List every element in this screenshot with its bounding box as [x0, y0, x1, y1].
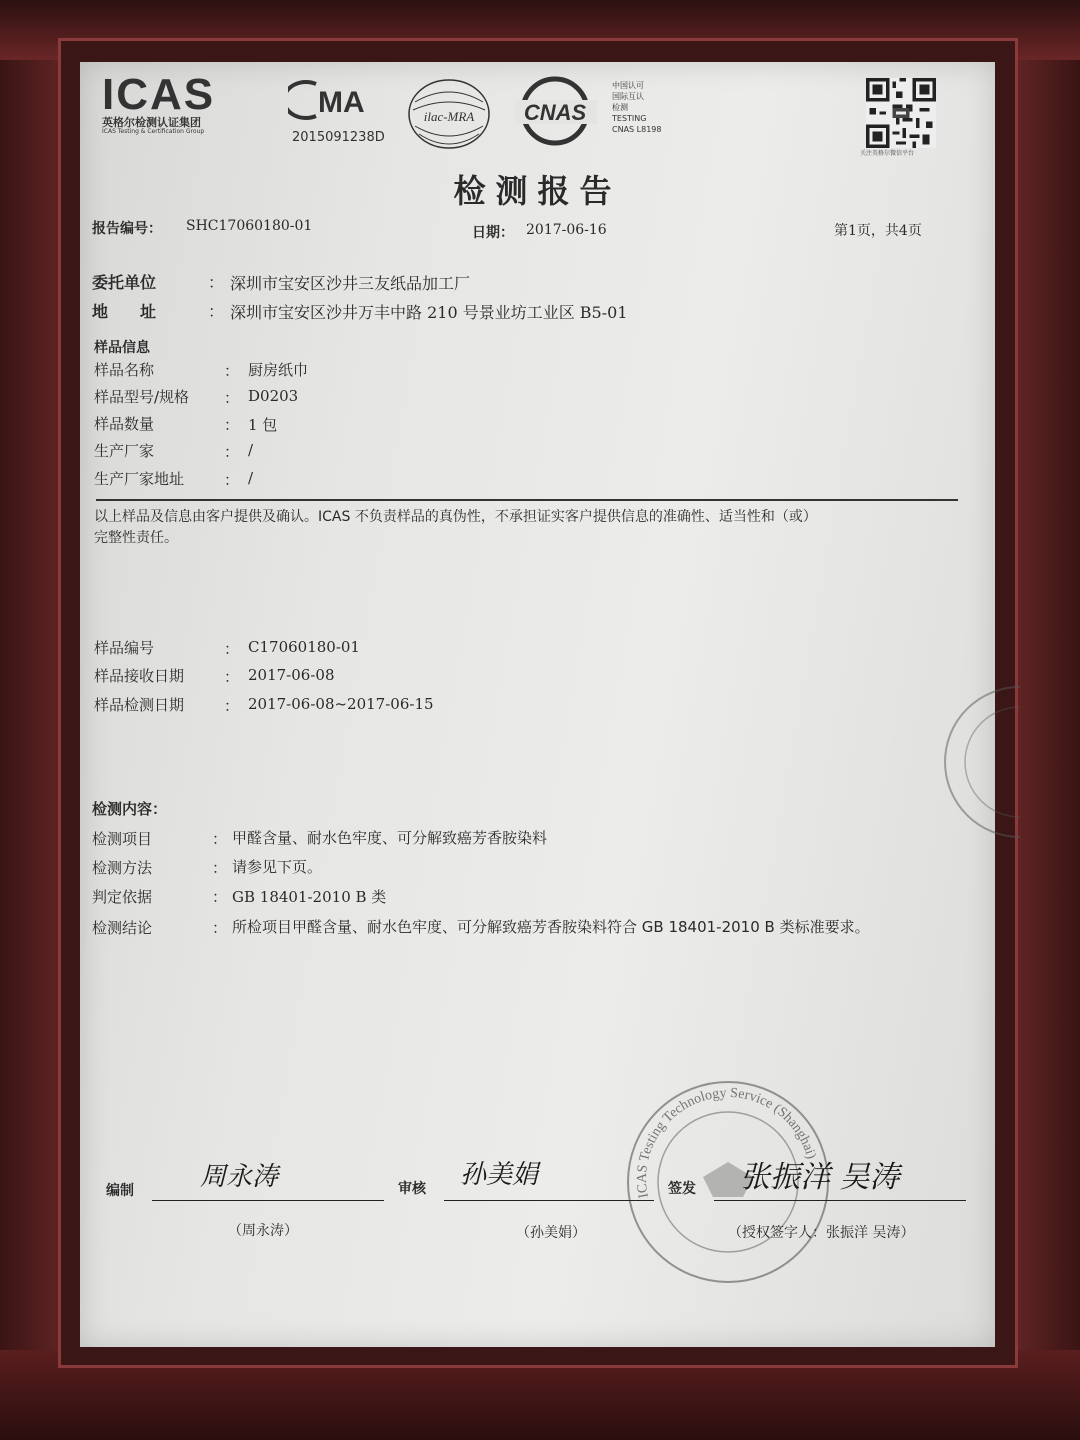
review-signature: 孙美娟	[460, 1160, 539, 1190]
sample-date-colon: ：	[224, 640, 240, 658]
report-date-label: 日期：	[472, 225, 514, 241]
compiled-name: （周永涛）	[228, 1223, 298, 1239]
sample-info-colon: ：	[224, 389, 240, 407]
icas-logo-cn: 英格尔检测认证集团	[102, 116, 201, 129]
cma-logo	[288, 80, 388, 120]
qr-code[interactable]	[866, 78, 936, 148]
address-colon: ：	[208, 302, 225, 321]
testing-value: 甲醛含量、耐水色牢度、可分解致癌芳香胺染料	[232, 829, 548, 847]
testing-label: 检测方法	[92, 859, 153, 877]
review-signature-line	[444, 1200, 654, 1201]
sample-info-label: 样品型号/规格	[94, 388, 190, 406]
testing-heading: 检测内容：	[92, 800, 168, 818]
issue-label: 签发	[668, 1181, 696, 1197]
review-name: （孙美娟）	[516, 1225, 586, 1241]
report-number: SHC17060180-01	[186, 218, 313, 234]
testing-value: GB 18401-2010 B 类	[232, 888, 387, 906]
testing-colon: ：	[212, 859, 228, 877]
issue-signature-line	[714, 1200, 966, 1201]
sample-info-value: 厨房纸巾	[248, 361, 309, 379]
svg-text:ilac-MRA: ilac-MRA	[423, 109, 475, 124]
entrust-value: 深圳市宝安区沙井三友纸品加工厂	[230, 274, 471, 293]
entrust-colon: ：	[208, 273, 225, 292]
address-label: 地 址	[92, 302, 157, 321]
sample-info-colon: ：	[224, 471, 240, 489]
testing-label: 判定依据	[92, 888, 153, 906]
sample-info-colon: ：	[224, 416, 240, 434]
sample-date-value: 2017-06-08	[248, 666, 335, 684]
report-date: 2017-06-16	[526, 222, 607, 238]
ilac-mra-logo	[405, 74, 493, 152]
svg-text:ICAS Testing Technology Servic: ICAS Testing Technology Service (Shanghai)	[634, 1085, 819, 1200]
compiled-signature: 周永涛	[200, 1162, 279, 1192]
sample-info-colon: ：	[224, 443, 240, 461]
testing-colon: ：	[212, 919, 228, 937]
disclaimer-line-1: 以上样品及信息由客户提供及确认。ICAS 不负责样品的真伪性，不承担证实客户提供信息的准确性、适当性和（或）	[94, 509, 817, 525]
issue-signature: 张振洋 吴涛	[740, 1160, 900, 1195]
report-title: 检测报告	[453, 172, 622, 210]
testing-colon: ：	[212, 888, 228, 906]
sample-info-value: /	[248, 441, 254, 459]
sample-date-value: C17060180-01	[248, 638, 360, 656]
divider-line	[96, 499, 958, 501]
sample-info-label: 生产厂家地址	[94, 470, 185, 488]
sample-date-colon: ：	[224, 668, 240, 686]
testing-label: 检测项目	[92, 830, 153, 848]
sample-info-colon: ：	[224, 362, 240, 380]
sample-date-label: 样品接收日期	[94, 667, 185, 685]
review-label: 审核	[398, 1181, 426, 1197]
compiled-label: 编制	[106, 1183, 134, 1199]
issue-name: （授权签字人：张振洋 吴涛）	[728, 1225, 915, 1241]
report-number-label: 报告编号：	[92, 221, 162, 237]
partial-seal-stamp	[942, 682, 1022, 842]
sample-date-label: 样品编号	[94, 639, 155, 657]
entrust-label: 委托单位	[92, 273, 157, 292]
page-number: 第1页，共4页	[834, 223, 922, 239]
svg-text:CNAS: CNAS	[523, 100, 587, 125]
sample-date-value: 2017-06-08~2017-06-15	[248, 695, 434, 713]
qr-caption: 关注英格尔微信平台	[860, 150, 915, 157]
cnas-logo	[505, 76, 605, 146]
sample-date-label: 样品检测日期	[94, 696, 185, 714]
cnas-side-text: 中国认可 国际互认 检测 TESTING CNAS L8198	[612, 81, 662, 134]
icas-logo-en: ICAS Testing & Certification Group	[102, 128, 205, 135]
testing-value: 所检项目甲醛含量、耐水色牢度、可分解致癌芳香胺染料符合 GB 18401-2010 B 类标准要求。	[232, 918, 870, 936]
address-value: 深圳市宝安区沙井万丰中路 210 号景业坊工业区 B5-01	[230, 303, 628, 322]
sample-info-label: 样品数量	[94, 415, 155, 433]
sample-info-heading: 样品信息	[94, 340, 150, 356]
disclaimer-line-2: 完整性责任。	[94, 530, 178, 546]
sample-info-label: 生产厂家	[94, 442, 155, 460]
sample-info-value: D0203	[248, 387, 299, 405]
test-report-document	[80, 62, 995, 1347]
testing-value: 请参见下页。	[232, 858, 323, 876]
testing-label: 检测结论	[92, 919, 153, 937]
svg-text:MA: MA	[318, 86, 365, 119]
compiled-signature-line	[152, 1200, 384, 1201]
icas-logo: ICAS	[102, 70, 216, 119]
testing-colon: ：	[212, 830, 228, 848]
sample-info-label: 样品名称	[94, 361, 155, 379]
cma-number: 2015091238D	[292, 130, 385, 145]
sample-info-value: 1 包	[248, 416, 278, 434]
sample-info-value: /	[248, 469, 254, 487]
sample-date-colon: ：	[224, 697, 240, 715]
